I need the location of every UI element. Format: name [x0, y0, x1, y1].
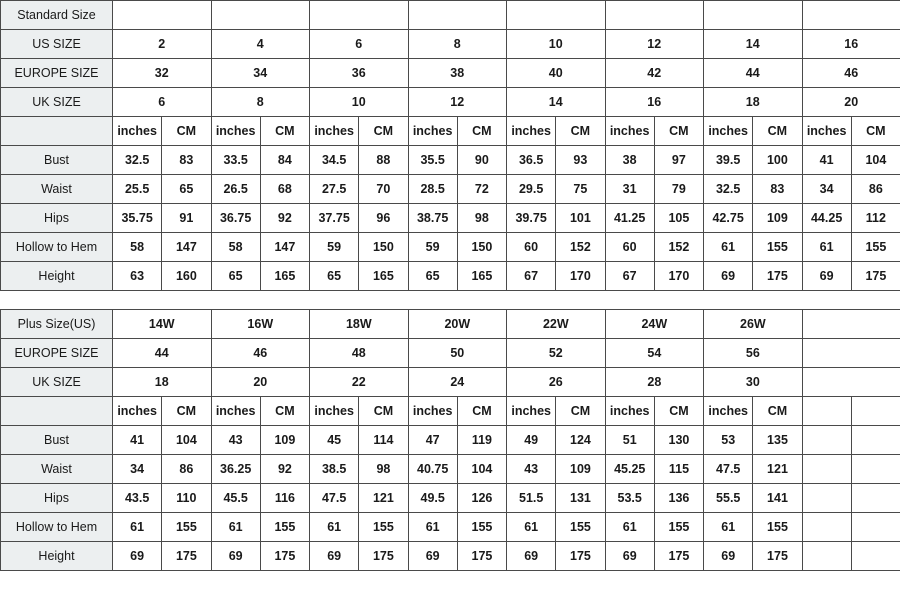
cell: 98: [359, 455, 408, 484]
unit-header: CM: [654, 397, 703, 426]
cell: 41.25: [605, 204, 654, 233]
cell: 47: [408, 426, 457, 455]
cell: 61: [408, 513, 457, 542]
cell: 18: [704, 88, 803, 117]
blank-cell: [408, 1, 507, 30]
blank-cell: [851, 513, 900, 542]
cell: 121: [753, 455, 802, 484]
cell: 65: [310, 262, 359, 291]
cell: 175: [851, 262, 900, 291]
unit-header: CM: [654, 117, 703, 146]
cell: 69: [408, 542, 457, 571]
cell: 175: [654, 542, 703, 571]
unit-header: inches: [211, 117, 260, 146]
cell: 59: [408, 233, 457, 262]
cell: 10: [507, 30, 606, 59]
cell: 52: [507, 339, 606, 368]
cell: 170: [654, 262, 703, 291]
cell: 24W: [605, 310, 704, 339]
blank-cell: [605, 1, 704, 30]
plus-size-body: [1, 310, 900, 571]
unit-header: CM: [260, 117, 309, 146]
cell: 36.75: [211, 204, 260, 233]
cell: 51: [605, 426, 654, 455]
cell: 29.5: [507, 175, 556, 204]
standard-size-table: [0, 0, 900, 291]
cell: 26: [507, 368, 606, 397]
standard-size-body: [1, 1, 900, 291]
unit-header: inches: [802, 117, 851, 146]
cell: 72: [457, 175, 506, 204]
cell: 175: [753, 542, 802, 571]
cell: 124: [556, 426, 605, 455]
cell: 59: [310, 233, 359, 262]
cell: 65: [408, 262, 457, 291]
row-label-hollow-to-hem: Hollow to Hem: [1, 513, 113, 542]
cell: 104: [162, 426, 211, 455]
row-label-waist: Waist: [1, 455, 113, 484]
cell: 61: [310, 513, 359, 542]
cell: 65: [211, 262, 260, 291]
blank-cell: [310, 1, 409, 30]
cell: 54: [605, 339, 704, 368]
blank-cell: [802, 455, 851, 484]
cell: 34: [802, 175, 851, 204]
cell: 38: [605, 146, 654, 175]
row-label-height: Height: [1, 262, 113, 291]
cell: 34: [211, 59, 310, 88]
cell: 175: [753, 262, 802, 291]
table-row: [1, 310, 900, 339]
unit-header: inches: [310, 117, 359, 146]
unit-header: CM: [851, 117, 900, 146]
cell: 4: [211, 30, 310, 59]
blank-cell: [802, 310, 900, 339]
unit-header: inches: [211, 397, 260, 426]
cell: 115: [654, 455, 703, 484]
cell: 61: [211, 513, 260, 542]
cell: 83: [753, 175, 802, 204]
cell: 45: [310, 426, 359, 455]
unit-header: CM: [753, 397, 802, 426]
cell: 58: [113, 233, 162, 262]
cell: 42.75: [704, 204, 753, 233]
row-label-us-size: US SIZE: [1, 30, 113, 59]
cell: 70: [359, 175, 408, 204]
table-row-units: [1, 397, 900, 426]
unit-header: inches: [113, 397, 162, 426]
cell: 58: [211, 233, 260, 262]
unit-header: CM: [457, 397, 506, 426]
cell: 20W: [408, 310, 507, 339]
cell: 31: [605, 175, 654, 204]
cell: 50: [408, 339, 507, 368]
cell: 109: [556, 455, 605, 484]
plus-size-table: [0, 309, 900, 571]
row-label-hollow-to-hem: Hollow to Hem: [1, 233, 113, 262]
cell: 45.25: [605, 455, 654, 484]
cell: 175: [162, 542, 211, 571]
cell: 14W: [113, 310, 212, 339]
cell: 90: [457, 146, 506, 175]
row-label-uk-size: UK SIZE: [1, 88, 113, 117]
cell: 42: [605, 59, 704, 88]
cell: 40: [507, 59, 606, 88]
blank-cell: [802, 484, 851, 513]
table-gap-divider: [0, 291, 900, 309]
cell: 155: [260, 513, 309, 542]
cell: 147: [260, 233, 309, 262]
unit-header: CM: [753, 117, 802, 146]
table-row: [1, 262, 900, 291]
cell: 79: [654, 175, 703, 204]
cell: 10: [310, 88, 409, 117]
cell: 45.5: [211, 484, 260, 513]
blank-cell: [802, 542, 851, 571]
cell: 34.5: [310, 146, 359, 175]
cell: 98: [457, 204, 506, 233]
standard-size-title: Standard Size: [1, 1, 113, 30]
row-label-bust: Bust: [1, 146, 113, 175]
table-row: [1, 542, 900, 571]
cell: 46: [802, 59, 900, 88]
table-row: [1, 30, 900, 59]
cell: 33.5: [211, 146, 260, 175]
cell: 36.25: [211, 455, 260, 484]
cell: 26.5: [211, 175, 260, 204]
cell: 165: [260, 262, 309, 291]
row-label-height: Height: [1, 542, 113, 571]
cell: 18: [113, 368, 212, 397]
cell: 41: [802, 146, 851, 175]
cell: 55.5: [704, 484, 753, 513]
row-label-hips: Hips: [1, 484, 113, 513]
blank-cell: [802, 397, 851, 426]
table-row: [1, 513, 900, 542]
cell: 88: [359, 146, 408, 175]
blank-cell: [211, 1, 310, 30]
cell: 109: [260, 426, 309, 455]
cell: 104: [851, 146, 900, 175]
cell: 67: [507, 262, 556, 291]
cell: 100: [753, 146, 802, 175]
cell: 49: [507, 426, 556, 455]
table-row: [1, 146, 900, 175]
cell: 105: [654, 204, 703, 233]
cell: 126: [457, 484, 506, 513]
cell: 47.5: [310, 484, 359, 513]
cell: 155: [162, 513, 211, 542]
table-row: [1, 88, 900, 117]
cell: 60: [507, 233, 556, 262]
cell: 32.5: [113, 146, 162, 175]
cell: 32: [113, 59, 212, 88]
cell: 12: [408, 88, 507, 117]
cell: 152: [654, 233, 703, 262]
cell: 48: [310, 339, 409, 368]
cell: 60: [605, 233, 654, 262]
cell: 65: [162, 175, 211, 204]
blank-cell: [851, 484, 900, 513]
blank-cell: [802, 513, 851, 542]
row-label-units: [1, 117, 113, 146]
cell: 43: [507, 455, 556, 484]
cell: 26W: [704, 310, 803, 339]
cell: 22: [310, 368, 409, 397]
cell: 8: [408, 30, 507, 59]
cell: 130: [654, 426, 703, 455]
cell: 165: [359, 262, 408, 291]
cell: 34: [113, 455, 162, 484]
unit-header: CM: [359, 117, 408, 146]
unit-header: inches: [113, 117, 162, 146]
cell: 24: [408, 368, 507, 397]
cell: 150: [457, 233, 506, 262]
cell: 56: [704, 339, 803, 368]
cell: 22W: [507, 310, 606, 339]
unit-header: CM: [556, 117, 605, 146]
cell: 93: [556, 146, 605, 175]
table-row: [1, 455, 900, 484]
cell: 53.5: [605, 484, 654, 513]
cell: 175: [457, 542, 506, 571]
cell: 61: [605, 513, 654, 542]
cell: 25.5: [113, 175, 162, 204]
cell: 44: [704, 59, 803, 88]
cell: 155: [457, 513, 506, 542]
cell: 37.75: [310, 204, 359, 233]
cell: 61: [704, 233, 753, 262]
blank-cell: [113, 1, 212, 30]
cell: 69: [507, 542, 556, 571]
blank-cell: [802, 426, 851, 455]
cell: 12: [605, 30, 704, 59]
cell: 165: [457, 262, 506, 291]
cell: 32.5: [704, 175, 753, 204]
unit-header: inches: [408, 397, 457, 426]
blank-cell: [802, 339, 900, 368]
cell: 147: [162, 233, 211, 262]
unit-header: CM: [457, 117, 506, 146]
cell: 104: [457, 455, 506, 484]
cell: 2: [113, 30, 212, 59]
cell: 112: [851, 204, 900, 233]
cell: 175: [556, 542, 605, 571]
unit-header: inches: [408, 117, 457, 146]
row-label-waist: Waist: [1, 175, 113, 204]
blank-cell: [704, 1, 803, 30]
cell: 44: [113, 339, 212, 368]
cell: 6: [113, 88, 212, 117]
table-row-units: [1, 117, 900, 146]
cell: 40.75: [408, 455, 457, 484]
cell: 36: [310, 59, 409, 88]
cell: 152: [556, 233, 605, 262]
cell: 27.5: [310, 175, 359, 204]
cell: 18W: [310, 310, 409, 339]
unit-header: inches: [507, 117, 556, 146]
cell: 14: [704, 30, 803, 59]
cell: 61: [113, 513, 162, 542]
cell: 155: [556, 513, 605, 542]
cell: 119: [457, 426, 506, 455]
cell: 110: [162, 484, 211, 513]
cell: 43: [211, 426, 260, 455]
cell: 155: [753, 513, 802, 542]
cell: 121: [359, 484, 408, 513]
cell: 51.5: [507, 484, 556, 513]
blank-cell: [802, 368, 900, 397]
cell: 61: [704, 513, 753, 542]
cell: 114: [359, 426, 408, 455]
cell: 92: [260, 455, 309, 484]
cell: 69: [310, 542, 359, 571]
blank-cell: [507, 1, 606, 30]
unit-header: CM: [260, 397, 309, 426]
cell: 91: [162, 204, 211, 233]
unit-header: inches: [704, 117, 753, 146]
plus-size-title: Plus Size(US): [1, 310, 113, 339]
cell: 61: [507, 513, 556, 542]
cell: 86: [162, 455, 211, 484]
cell: 69: [113, 542, 162, 571]
blank-cell: [851, 542, 900, 571]
cell: 35.75: [113, 204, 162, 233]
unit-header: CM: [162, 397, 211, 426]
cell: 20: [802, 88, 900, 117]
table-row: [1, 339, 900, 368]
cell: 68: [260, 175, 309, 204]
cell: 44.25: [802, 204, 851, 233]
row-label-units: [1, 397, 113, 426]
cell: 39.5: [704, 146, 753, 175]
table-row: [1, 59, 900, 88]
cell: 131: [556, 484, 605, 513]
cell: 43.5: [113, 484, 162, 513]
cell: 38: [408, 59, 507, 88]
cell: 63: [113, 262, 162, 291]
cell: 170: [556, 262, 605, 291]
cell: 155: [753, 233, 802, 262]
cell: 28: [605, 368, 704, 397]
cell: 160: [162, 262, 211, 291]
cell: 36.5: [507, 146, 556, 175]
unit-header: CM: [556, 397, 605, 426]
cell: 69: [704, 262, 753, 291]
cell: 135: [753, 426, 802, 455]
cell: 141: [753, 484, 802, 513]
table-row: [1, 368, 900, 397]
cell: 8: [211, 88, 310, 117]
cell: 14: [507, 88, 606, 117]
cell: 6: [310, 30, 409, 59]
row-label-europe-size: EUROPE SIZE: [1, 59, 113, 88]
cell: 49.5: [408, 484, 457, 513]
row-label-uk-size: UK SIZE: [1, 368, 113, 397]
cell: 155: [654, 513, 703, 542]
cell: 69: [605, 542, 654, 571]
cell: 28.5: [408, 175, 457, 204]
cell: 30: [704, 368, 803, 397]
cell: 35.5: [408, 146, 457, 175]
unit-header: inches: [704, 397, 753, 426]
cell: 136: [654, 484, 703, 513]
table-row: [1, 1, 900, 30]
cell: 20: [211, 368, 310, 397]
unit-header: inches: [310, 397, 359, 426]
cell: 175: [359, 542, 408, 571]
blank-cell: [851, 397, 900, 426]
blank-cell: [851, 455, 900, 484]
unit-header: CM: [359, 397, 408, 426]
cell: 69: [802, 262, 851, 291]
cell: 16: [605, 88, 704, 117]
row-label-hips: Hips: [1, 204, 113, 233]
table-row: [1, 426, 900, 455]
blank-cell: [802, 1, 900, 30]
cell: 38.5: [310, 455, 359, 484]
cell: 38.75: [408, 204, 457, 233]
cell: 69: [211, 542, 260, 571]
table-row: [1, 204, 900, 233]
cell: 83: [162, 146, 211, 175]
cell: 96: [359, 204, 408, 233]
cell: 86: [851, 175, 900, 204]
cell: 16W: [211, 310, 310, 339]
cell: 175: [260, 542, 309, 571]
cell: 47.5: [704, 455, 753, 484]
row-label-bust: Bust: [1, 426, 113, 455]
table-row: [1, 233, 900, 262]
cell: 92: [260, 204, 309, 233]
unit-header: CM: [162, 117, 211, 146]
table-row: [1, 175, 900, 204]
row-label-europe-size: EUROPE SIZE: [1, 339, 113, 368]
table-row: [1, 484, 900, 513]
cell: 155: [359, 513, 408, 542]
blank-cell: [851, 426, 900, 455]
cell: 75: [556, 175, 605, 204]
cell: 61: [802, 233, 851, 262]
cell: 97: [654, 146, 703, 175]
unit-header: inches: [507, 397, 556, 426]
cell: 53: [704, 426, 753, 455]
cell: 46: [211, 339, 310, 368]
cell: 116: [260, 484, 309, 513]
cell: 155: [851, 233, 900, 262]
cell: 84: [260, 146, 309, 175]
cell: 16: [802, 30, 900, 59]
unit-header: inches: [605, 117, 654, 146]
cell: 41: [113, 426, 162, 455]
unit-header: inches: [605, 397, 654, 426]
cell: 150: [359, 233, 408, 262]
cell: 109: [753, 204, 802, 233]
cell: 67: [605, 262, 654, 291]
cell: 101: [556, 204, 605, 233]
cell: 39.75: [507, 204, 556, 233]
cell: 69: [704, 542, 753, 571]
